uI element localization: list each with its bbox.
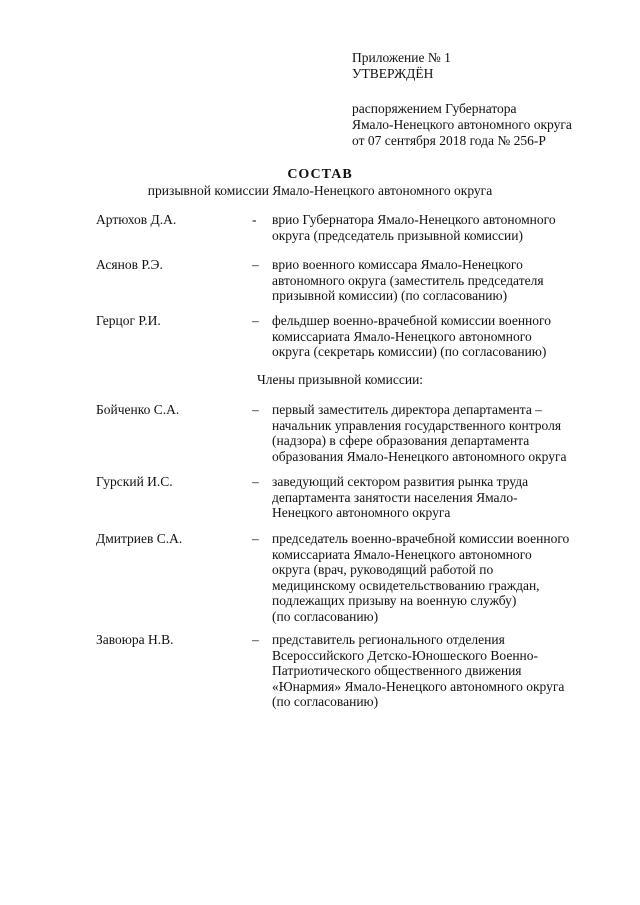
title-subheading: призывной комиссии Ямало-Ненецкого автономного округа: [147, 183, 493, 198]
member-name: Герцог Р.И.: [96, 313, 161, 328]
document-title: [0, 166, 640, 199]
role-line: фельдшер военно-врачебной комиссии военного: [272, 313, 551, 328]
role-line: округа (врач, руководящий работой по: [272, 562, 494, 577]
approved-stamp: УТВЕРЖДЁН: [352, 66, 434, 81]
role-line: представитель регионального отделения: [272, 632, 505, 647]
member-name: Гурский И.С.: [96, 474, 173, 489]
member-name: Дмитриев С.А.: [96, 531, 183, 546]
role-line: заведующий сектором развития рынка труда: [272, 474, 529, 489]
role-line: врио Губернатора Ямало-Ненецкого автономного: [272, 212, 556, 227]
role-line: призывной комиссии) (по согласованию): [272, 288, 508, 303]
role-line: образования Ямало-Ненецкого автономного округа: [272, 448, 567, 464]
appendix-number: Приложение № 1: [352, 50, 451, 65]
member-role: [272, 402, 607, 464]
member-name: Асянов Р.Э.: [96, 257, 163, 272]
order-line-1: распоряжением Губернатора: [352, 101, 517, 116]
role-line: начальник управления государственного контроля: [272, 417, 562, 433]
member-name: Артюхов Д.А.: [96, 212, 177, 227]
role-line: Всероссийского Детско-Юношеского Военно-: [272, 647, 539, 663]
role-line: (по согласованию): [272, 608, 379, 624]
role-line: комиссариата Ямало-Ненецкого автономного: [272, 546, 532, 562]
role-line: медицинскому освидетельствованию граждан,: [272, 577, 540, 593]
member-dash: –: [252, 257, 259, 272]
member-dash: –: [252, 402, 259, 417]
role-line: округа (председатель призывной комиссии): [272, 227, 523, 243]
role-line: автономного округа (заместитель председателя: [272, 272, 544, 288]
role-line: Патриотического общественного движения: [272, 663, 522, 678]
member-name: Завоюра Н.В.: [96, 632, 174, 647]
title-heading: СОСТАВ: [287, 167, 353, 182]
member-role: [272, 313, 607, 360]
approval-block: [352, 50, 622, 149]
role-line: (по согласованию): [272, 694, 379, 709]
member-dash: –: [252, 313, 259, 328]
role-line: департамента занятости населения Ямало-: [272, 489, 518, 505]
role-line: председатель военно-врачебной комиссии военного: [272, 531, 570, 546]
order-line-2: Ямало-Ненецкого автономного округа: [352, 117, 572, 132]
member-dash: -: [252, 212, 257, 227]
role-line: комиссариата Ямало-Ненецкого автономного: [272, 328, 532, 344]
member-role: [272, 474, 607, 521]
role-line: подлежащих призыву на военную службу): [272, 593, 517, 608]
member-dash: –: [252, 474, 259, 489]
member-role: [272, 531, 607, 624]
role-line: врио военного комиссара Ямало-Ненецкого: [272, 257, 523, 272]
order-line-3: от 07 сентября 2018 года № 256-Р: [352, 133, 546, 148]
member-dash: –: [252, 531, 259, 546]
member-name: Бойченко С.А.: [96, 402, 180, 417]
member-role: [272, 257, 607, 304]
member-role: [272, 632, 607, 710]
member-dash: –: [252, 632, 259, 647]
role-line: Ненецкого автономного округа: [272, 505, 451, 520]
role-line: «Юнармия» Ямало-Ненецкого автономного округа: [272, 678, 565, 694]
role-line: округа (секретарь комиссии) (по согласованию): [272, 344, 547, 359]
members-section-label: Члены призывной комиссии:: [257, 372, 424, 387]
role-line: (надзора) в сфере образования департамента: [272, 433, 530, 448]
member-role: [272, 212, 607, 243]
role-line: первый заместитель директора департамента –: [272, 402, 542, 417]
